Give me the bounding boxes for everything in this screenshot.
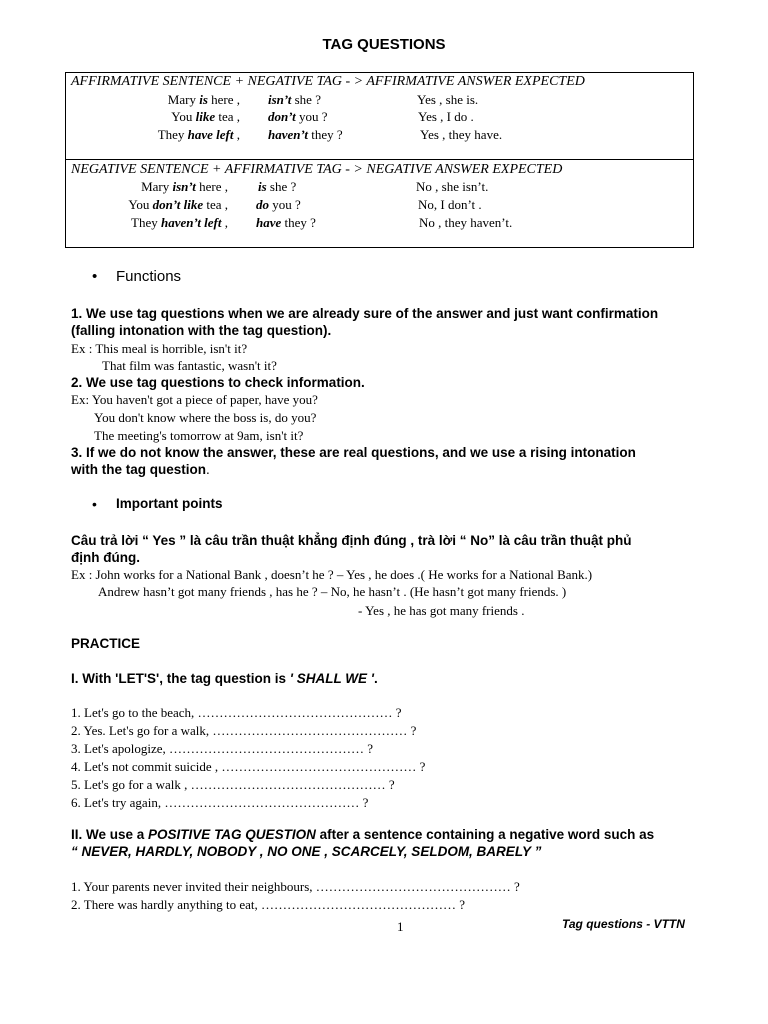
function-3-cont (71, 461, 210, 478)
tag-verb: is (258, 179, 267, 194)
sentence-verb: haven’t left (160, 215, 222, 230)
tag-verb: do (256, 197, 269, 212)
important-example-1: Ex : John works for a National Bank , doesn’t he ? – Yes , he does .( He works for a National Bank.) (71, 567, 593, 582)
footer-label: Tag questions - VTTN (562, 917, 685, 931)
function-1-cont: (falling intonation with the tag question). (71, 323, 332, 338)
page-title: TAG QUESTIONS (322, 36, 446, 53)
important-example-2: Andrew hasn’t got many friends , has he ? – No, he hasn’t . (He hasn’t got many friends. ) (98, 584, 567, 599)
important-heading: Important points (116, 496, 223, 511)
sentence-start: You (128, 197, 153, 212)
tag (268, 127, 343, 143)
sentence-start: Mary (141, 179, 173, 194)
function-3-cont-text: with the tag question (71, 462, 206, 477)
function-3-period: . (206, 462, 210, 477)
tag-pronoun: they ? (307, 127, 343, 142)
example-2c: The meeting's tomorrow at 9am, isn't it? (94, 428, 304, 443)
tag (256, 215, 316, 231)
tag-pronoun: you ? (269, 197, 301, 212)
section-2-text: II. We use a (71, 827, 149, 842)
sentence-end: , (233, 127, 240, 142)
answer: No , she isn’t. (416, 179, 489, 194)
tag-pronoun: they ? (281, 215, 316, 230)
vietnamese-note-1: Câu trả lời “ Yes ” là câu trần thuật khẳng định đúng , trà lời “ No” là câu trần thuật phủ (71, 533, 632, 548)
tag-pronoun: she ? (266, 179, 297, 194)
sentence-start: Mary (167, 92, 200, 107)
example-2b: You don't know where the boss is, do you? (94, 410, 317, 425)
sentence-verb: have left (187, 127, 234, 142)
section-2-emphasis: POSITIVE TAG QUESTION (148, 827, 316, 842)
practice-heading: PRACTICE (71, 636, 141, 651)
sentence-start: They (131, 215, 161, 230)
negative-header: NEGATIVE SENTENCE + AFFIRMATIVE TAG - > NEGATIVE ANSWER EXPECTED (71, 162, 563, 177)
bullet-icon: • (92, 496, 97, 512)
bullet-icon: • (92, 268, 98, 285)
section-1-emphasis: ' SHALL WE ' (289, 671, 374, 686)
example-1b: That film was fantastic, wasn't it? (102, 358, 277, 373)
sentence-verb: like (195, 109, 216, 124)
function-2: 2. We use tag questions to check information. (71, 375, 365, 390)
exercise-item: 1. Your parents never invited their neighbours, ……………………………………… ? (71, 879, 520, 894)
sentence-end: tea , (215, 109, 240, 124)
sentence (128, 197, 228, 213)
tag (268, 92, 321, 108)
section-2-words: “ NEVER, HARDLY, NOBODY , NO ONE , SCARCELY, SELDOM, BARELY ” (71, 844, 542, 859)
vietnamese-note-2: định đúng. (71, 550, 140, 565)
sentence-start: You (171, 109, 196, 124)
function-3: 3. If we do not know the answer, these are real questions, and we use a rising intonation (71, 445, 636, 460)
tag-verb: haven’t (268, 127, 308, 142)
sentence-end: tea , (203, 197, 228, 212)
section-1-heading (71, 670, 378, 687)
functions-heading: Functions (116, 268, 182, 285)
answer: No , they haven’t. (419, 215, 513, 230)
answer: Yes , she is. (417, 92, 479, 107)
exercise-item: 5. Let's go for a walk , ……………………………………… ? (71, 777, 395, 792)
page-number: 1 (397, 919, 404, 934)
sentence (141, 179, 228, 195)
sentence (168, 92, 240, 108)
sentence-verb: isn’t (172, 179, 196, 194)
example-1a: Ex : This meal is horrible, isn't it? (71, 341, 248, 356)
exercise-item: 3. Let's apologize, ……………………………………… ? (71, 741, 374, 756)
exercise-item: 2. Yes. Let's go for a walk, ……………………………………… ? (71, 723, 417, 738)
section-2-heading (71, 826, 654, 843)
sentence-start: They (157, 127, 188, 142)
function-1: 1. We use tag questions when we are already sure of the answer and just want confirmation (71, 306, 659, 321)
sentence (131, 215, 228, 231)
exercise-item: 6. Let's try again, ……………………………………… ? (71, 795, 369, 810)
tag (268, 109, 327, 125)
sentence-end: here , (195, 179, 228, 194)
sentence-end: here , (207, 92, 240, 107)
tag-verb: isn’t (268, 92, 292, 107)
sentence (158, 127, 240, 143)
important-example-3: - Yes , he has got many friends . (358, 603, 525, 618)
tag-verb: have (256, 215, 282, 230)
tag (256, 197, 301, 213)
sentence-end: , (221, 215, 228, 230)
section-1-text: I. With 'LET'S', the tag question is (71, 671, 290, 686)
section-2-text-end: after a sentence containing a negative word such as (315, 827, 655, 842)
sentence (171, 109, 240, 125)
affirmative-header: AFFIRMATIVE SENTENCE + NEGATIVE TAG - > AFFIRMATIVE ANSWER EXPECTED (71, 74, 585, 89)
tag-verb: don’t (268, 109, 296, 124)
sentence-verb: don’t like (152, 197, 204, 212)
exercise-item: 2. There was hardly anything to eat, ……………………………………… ? (71, 897, 466, 912)
example-2a: Ex: You haven't got a piece of paper, have you? (71, 392, 318, 407)
answer: Yes , they have. (420, 127, 503, 142)
answer: Yes , I do . (418, 109, 474, 124)
sentence-verb: is (199, 92, 208, 107)
tag (258, 179, 296, 195)
exercise-item: 4. Let's not commit suicide , ……………………………………… ? (71, 759, 426, 774)
answer: No, I don’t . (418, 197, 482, 212)
tag-pronoun: you ? (295, 109, 328, 124)
section-1-period: . (373, 671, 378, 686)
exercise-item: 1. Let's go to the beach, ……………………………………… ? (71, 705, 402, 720)
tag-pronoun: she ? (291, 92, 321, 107)
